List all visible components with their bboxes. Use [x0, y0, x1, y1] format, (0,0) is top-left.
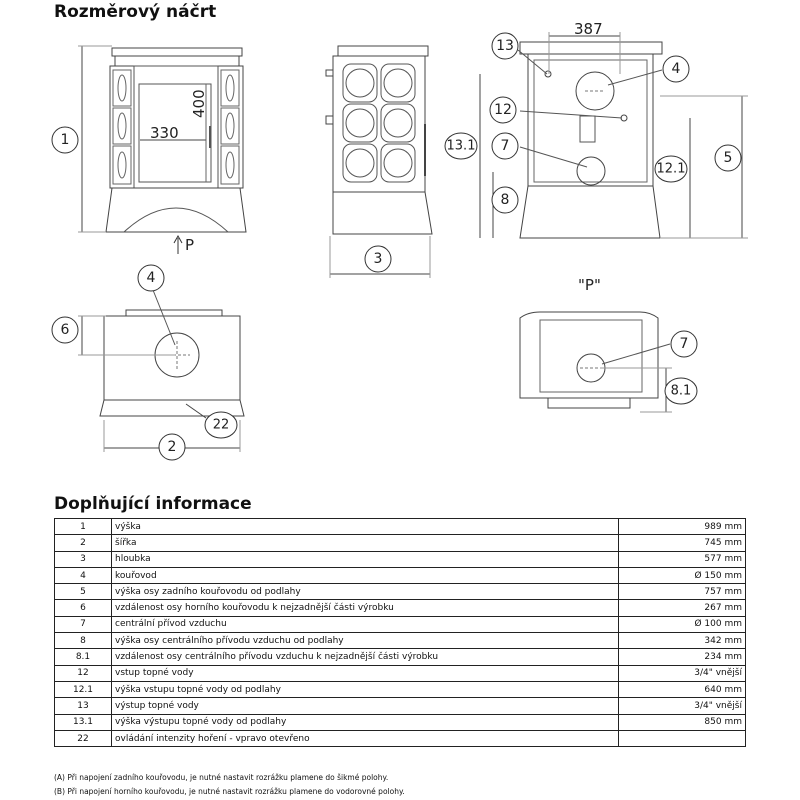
- table-cell-num: 22: [55, 730, 112, 746]
- callout-13-1: 13.1: [446, 138, 476, 154]
- table-cell-desc: centrální přívod vzduchu: [112, 616, 619, 632]
- spec-table: [54, 518, 746, 747]
- rear-view: [480, 32, 748, 238]
- front-view: [78, 46, 246, 254]
- table-cell-value: Ø 150 mm: [619, 567, 746, 583]
- table-row: [55, 714, 746, 730]
- table-row: [55, 698, 746, 714]
- table-cell-desc: šířka: [112, 535, 619, 551]
- table-cell-value: 640 mm: [619, 681, 746, 697]
- table-cell-num: 4: [55, 567, 112, 583]
- callout-4-top: 4: [146, 270, 156, 286]
- table-cell-desc: výška osy centrálního přívodu vzduchu od podlahy: [112, 633, 619, 649]
- table-cell-desc: vzdálenost osy horního kouřovodu k nejzadnější části výrobku: [112, 600, 619, 616]
- dim-330-label: 330: [150, 124, 179, 142]
- view-p: [520, 312, 672, 412]
- dim-387-label: 387: [574, 20, 603, 38]
- table-row: [55, 535, 746, 551]
- table-cell-num: 7: [55, 616, 112, 632]
- callout-13: 13: [496, 38, 514, 54]
- callout-8: 8: [500, 192, 510, 208]
- table-cell-num: 5: [55, 584, 112, 600]
- table-cell-desc: vstup topné vody: [112, 665, 619, 681]
- callout-5: 5: [723, 150, 733, 166]
- table-row: [55, 519, 746, 535]
- table-cell-value: 234 mm: [619, 649, 746, 665]
- table-cell-num: 8: [55, 633, 112, 649]
- callout-22: 22: [212, 417, 230, 433]
- table-cell-value: [619, 730, 746, 746]
- table-row: [55, 665, 746, 681]
- table-cell-value: Ø 100 mm: [619, 616, 746, 632]
- table-row: [55, 649, 746, 665]
- table-cell-value: 989 mm: [619, 519, 746, 535]
- callout-3: 3: [373, 251, 383, 267]
- table-cell-desc: výška výstupu topné vody od podlahy: [112, 714, 619, 730]
- table-row: [55, 584, 746, 600]
- table-cell-num: 2: [55, 535, 112, 551]
- table-cell-desc: hloubka: [112, 551, 619, 567]
- table-row: [55, 681, 746, 697]
- table-cell-value: 3/4" vnější: [619, 698, 746, 714]
- table-row: [55, 730, 746, 746]
- callout-2: 2: [167, 439, 177, 455]
- table-row: [55, 616, 746, 632]
- table-cell-desc: výška vstupu topné vody od podlahy: [112, 681, 619, 697]
- table-cell-value: 267 mm: [619, 600, 746, 616]
- table-cell-value: 850 mm: [619, 714, 746, 730]
- table-cell-desc: vzdálenost osy centrálního přívodu vzduchu k nejzadnější části výrobku: [112, 649, 619, 665]
- note-b: (B) Při napojení horního kouřovodu, je nutné nastavit rozrážku plamene do vodorovné polohy.: [54, 787, 405, 796]
- table-cell-value: 3/4" vnější: [619, 665, 746, 681]
- view-p-title: "P": [578, 276, 601, 294]
- table-cell-desc: ovládání intenzity hoření - vpravo otevřeno: [112, 730, 619, 746]
- callout-12-1: 12.1: [656, 161, 686, 177]
- table-row: [55, 567, 746, 583]
- table-cell-num: 13.1: [55, 714, 112, 730]
- table-cell-value: 745 mm: [619, 535, 746, 551]
- table-cell-value: 757 mm: [619, 584, 746, 600]
- table-cell-num: 6: [55, 600, 112, 616]
- table-cell-num: 3: [55, 551, 112, 567]
- table-row: [55, 551, 746, 567]
- table-cell-num: 12.1: [55, 681, 112, 697]
- table-cell-value: 577 mm: [619, 551, 746, 567]
- table-cell-desc: kouřovod: [112, 567, 619, 583]
- table-cell-desc: výška: [112, 519, 619, 535]
- view-p-arrow-label: P: [185, 236, 195, 254]
- callout-7-p: 7: [679, 336, 689, 352]
- dim-400-label: 400: [190, 89, 208, 118]
- table-row: [55, 633, 746, 649]
- side-view: [326, 46, 432, 278]
- table-cell-value: 342 mm: [619, 633, 746, 649]
- sketch-heading: Rozměrový náčrt: [54, 2, 217, 22]
- callout-12: 12: [494, 102, 512, 118]
- table-cell-num: 1: [55, 519, 112, 535]
- callout-7-rear: 7: [500, 138, 510, 154]
- table-cell-num: 13: [55, 698, 112, 714]
- table-row: [55, 600, 746, 616]
- callout-4-rear: 4: [671, 61, 681, 77]
- callout-8-1: 8.1: [670, 383, 692, 399]
- info-heading: Doplňující informace: [54, 494, 252, 514]
- callout-6: 6: [60, 322, 70, 338]
- table-cell-desc: výška osy zadního kouřovodu od podlahy: [112, 584, 619, 600]
- table-cell-desc: výstup topné vody: [112, 698, 619, 714]
- table-cell-num: 12: [55, 665, 112, 681]
- table-cell-num: 8.1: [55, 649, 112, 665]
- note-a: (A) Při napojení zadního kouřovodu, je nutné nastavit rozrážku plamene do šikmé polohy.: [54, 773, 389, 782]
- callout-1: 1: [60, 132, 70, 148]
